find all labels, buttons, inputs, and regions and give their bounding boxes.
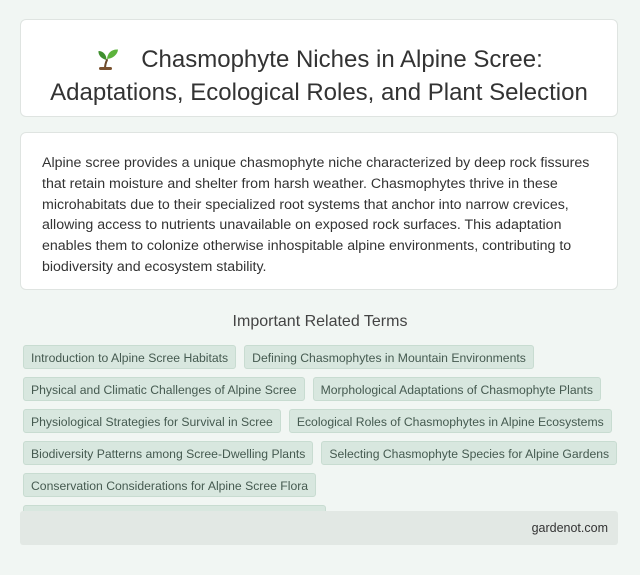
description-card: [20, 132, 618, 290]
footer: [20, 511, 618, 545]
related-term-tag[interactable]: Defining Chasmophytes in Mountain Environments: [244, 345, 534, 369]
related-term-tag[interactable]: Introduction to Alpine Scree Habitats: [23, 345, 236, 369]
related-term-tag[interactable]: Morphological Adaptations of Chasmophyte Plants: [313, 377, 601, 401]
page-title-line-2: Adaptations, Ecological Roles, and Plant Selection: [50, 79, 588, 106]
related-term-tag[interactable]: Physiological Strategies for Survival in Scree: [23, 409, 281, 433]
sprout-icon: [95, 46, 121, 70]
related-terms-heading: Important Related Terms: [232, 313, 408, 330]
related-term-tag[interactable]: Physical and Climatic Challenges of Alpine Scree: [23, 377, 305, 401]
related-terms-list: [23, 345, 619, 529]
page-title-text-line-1: Chasmophyte Niches in Alpine Scree:: [141, 46, 543, 73]
related-term-tag[interactable]: Conservation Considerations for Alpine Scree Flora: [23, 473, 316, 497]
related-term-tag[interactable]: Selecting Chasmophyte Species for Alpine Gardens: [321, 441, 617, 465]
page-title-line-1: [21, 43, 617, 76]
description-text: Alpine scree provides a unique chasmophyte niche characterized by deep rock fissures that retain moisture and shelter from harsh weather. Chasmophytes thrive in these microhabitats due to their specialized root systems that anchor into narrow crevices, allowing access to nutrients unavailable on exposed rock surfaces. This adaptation enables them to colonize otherwise inhospitable alpine environments, contributing to biodiversity and ecosystem stability.: [42, 155, 590, 275]
related-term-tag[interactable]: Ecological Roles of Chasmophytes in Alpine Ecosystems: [289, 409, 612, 433]
related-term-tag[interactable]: Biodiversity Patterns among Scree-Dwelling Plants: [23, 441, 313, 465]
footer-site-link[interactable]: gardenot.com: [531, 521, 608, 535]
title-card: [20, 19, 618, 117]
